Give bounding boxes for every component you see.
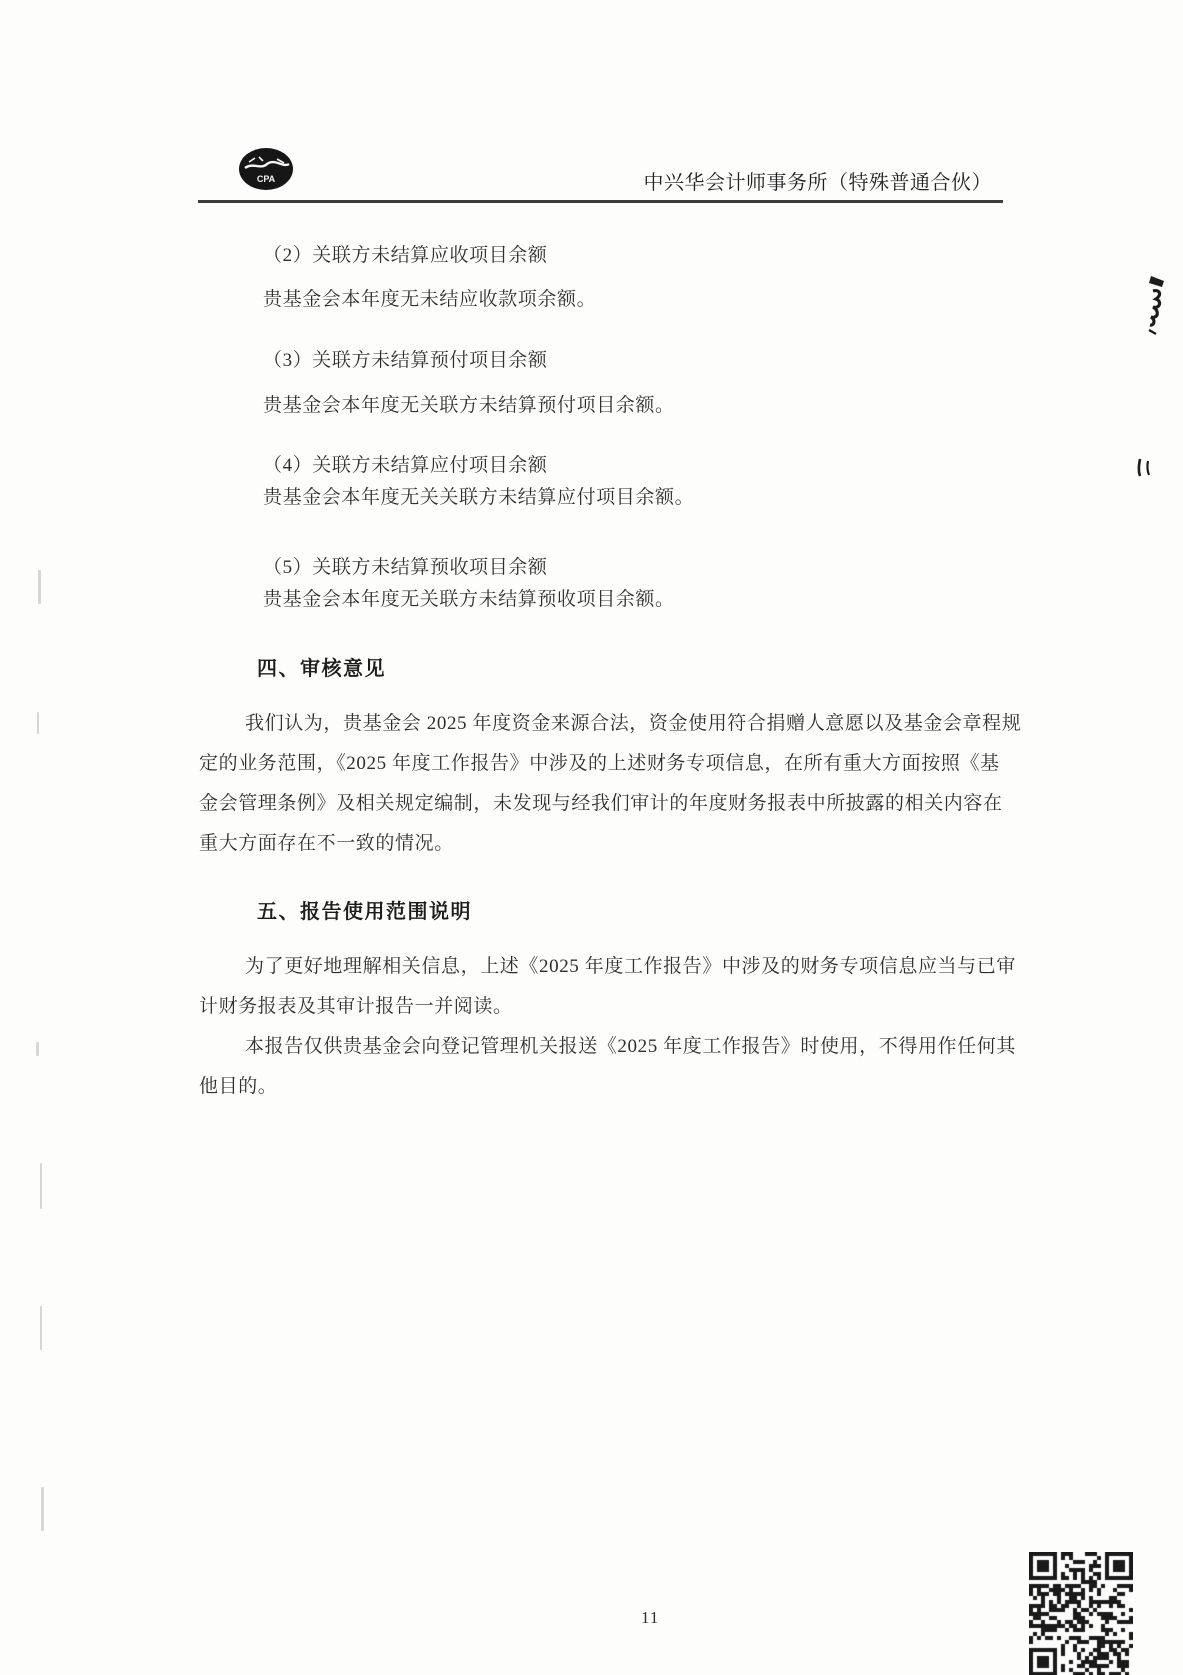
section5-heading: 五、报告使用范围说明 [257, 901, 472, 923]
item5-text: 贵基金会本年度无关联方未结算预收项目余额。 [263, 589, 675, 610]
section4-heading: 四、审核意见 [257, 658, 386, 680]
item2-text: 贵基金会本年度无未结应收款项余额。 [263, 289, 597, 310]
scan-artifact [38, 570, 41, 604]
section5-line: 本报告仅供贵基金会向登记管理机关报送《2025 年度工作报告》时使用，不得用作任何其 [245, 1036, 1016, 1057]
scan-artifact [40, 1306, 42, 1350]
section4-line: 我们认为，贵基金会 2025 年度资金来源合法，资金使用符合捐赠人意愿以及基金会章程规 [245, 713, 1022, 734]
section4-line: 重大方面存在不一致的情况。 [199, 833, 454, 854]
page-number: 11 [641, 1608, 660, 1627]
item2-heading: （2）关联方未结算应收项目余额 [263, 245, 548, 266]
ink-smudge-mark [1144, 274, 1166, 345]
item3-heading: （3）关联方未结算预付项目余额 [263, 350, 548, 371]
ink-tick-mark [1136, 456, 1154, 487]
scan-artifact [36, 1042, 39, 1056]
scan-artifact [37, 712, 39, 734]
logo-cpa-text: CPA [256, 174, 276, 184]
section4-line: 金会管理条例》及相关规定编制，未发现与经我们审计的年度财务报表中所披露的相关内容在 [199, 793, 1003, 814]
item5-heading: （5）关联方未结算预收项目余额 [263, 557, 548, 578]
section5-line: 他目的。 [199, 1076, 278, 1097]
section5-line: 为了更好地理解相关信息，上述《2025 年度工作报告》中涉及的财务专项信息应当与已审 [245, 956, 1016, 977]
item4-text: 贵基金会本年度无关关联方未结算应付项目余额。 [263, 487, 695, 508]
header-firm-name: 中兴华会计师事务所（特殊普通合伙） [643, 172, 992, 194]
scan-artifact [41, 1487, 44, 1531]
item3-text: 贵基金会本年度无关联方未结算预付项目余额。 [263, 395, 675, 416]
qr-code [1029, 1552, 1133, 1675]
item4-heading: （4）关联方未结算应付项目余额 [263, 455, 548, 476]
section5-line: 计财务报表及其审计报告一并阅读。 [199, 996, 513, 1017]
header-rule [198, 200, 1003, 203]
section4-line: 定的业务范围，《2025 年度工作报告》中涉及的上述财务专项信息，在所有重大方面按照《基 [199, 753, 1000, 774]
cpa-firm-logo-icon [237, 146, 295, 192]
scan-artifact [40, 1163, 42, 1209]
